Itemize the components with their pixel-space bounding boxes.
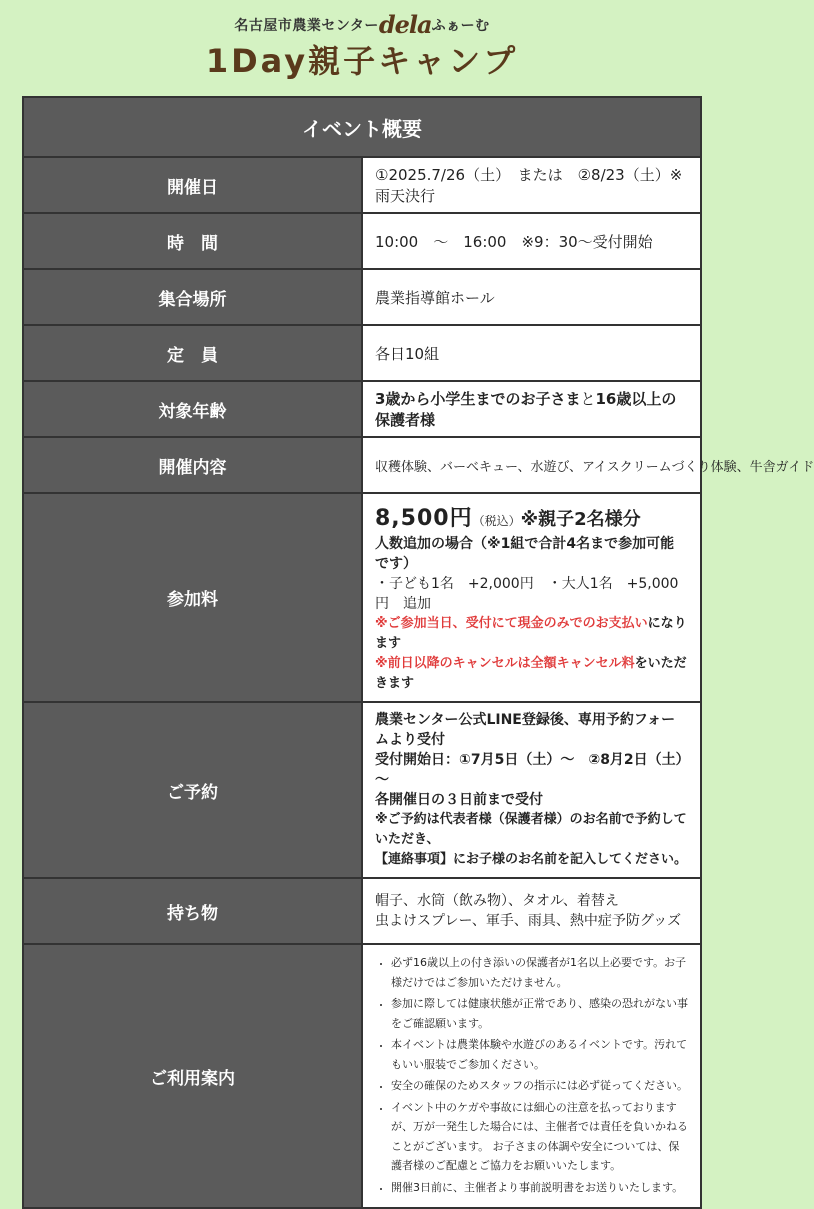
row-value: 収穫体験、バーベキュー、水遊び、アイスクリームづくり体験、牛舎ガイド: [362, 437, 701, 493]
fee-extra-prices: ・子ども1名 +2,000円 ・大人1名 +5,000円 追加: [375, 576, 679, 612]
table-row-place: [23, 269, 701, 325]
table-caption: イベント概要: [23, 97, 701, 157]
cancel-note-black: をいただきます: [375, 656, 687, 691]
row-value: [362, 878, 701, 944]
fee-cancel-note: [375, 654, 688, 694]
list-item: • 必ず16歳以上の付き添いの保護者が1名以上必要です。お子様だけではご参加いただけません。: [391, 953, 688, 992]
brand-prefix: 名古屋市農業センター: [234, 18, 379, 34]
row-value: ①2025.7/26（土） または ②8/23（土）※雨天決行: [362, 157, 701, 213]
table-row-fee: [23, 493, 701, 702]
row-value: 各日10組: [362, 325, 701, 381]
header: [0, 0, 724, 96]
row-label: ご利用案内: [23, 944, 362, 1208]
age-connector: と: [580, 390, 596, 408]
reservation-line: 各開催日の３日前まで受付: [375, 792, 543, 808]
fee-main: [375, 501, 688, 532]
brand-line: [0, 10, 724, 39]
reservation-note: ※ご予約は代表者様（保護者様）のお名前で予約していただき、: [375, 812, 687, 847]
table-row-time: [23, 213, 701, 269]
reservation-line: 受付開始日：①7月5日（土）～ ②8月2日（土）～: [375, 752, 683, 788]
list-item: • 開催3日前に、主催者より事前説明書をお送りいたします。: [391, 1178, 688, 1198]
row-label: 開催日: [23, 157, 362, 213]
fee-price: 8,500円: [375, 506, 473, 531]
table-row-capacity: [23, 325, 701, 381]
row-label: 参加料: [23, 493, 362, 702]
row-value: [362, 944, 701, 1208]
table-row-age: [23, 381, 701, 437]
table-row-date: [23, 157, 701, 213]
row-label: 定 員: [23, 325, 362, 381]
table-row-content: [23, 437, 701, 493]
fee-extra-note: 人数追加の場合（※1組で合計4名まで参加可能です）: [375, 536, 675, 572]
list-item: • イベント中のケガや事故には細心の注意を払っておりますが、万が一発生した場合には、主催者では責任を負いかねることがございます。 お子さまの体調や安全については、保護者様のご配慮とご協力をお願いいたします。: [391, 1098, 688, 1176]
page-title: 1Day親子キャンプ: [205, 42, 519, 80]
fee-tax: （税込）: [472, 514, 521, 528]
row-value: 農業指導館ホール: [362, 269, 701, 325]
row-label: ご予約: [23, 702, 362, 878]
table-row-notice: [23, 944, 701, 1208]
row-value: 10:00 ～ 16:00 ※9：30～受付開始: [362, 213, 701, 269]
row-value: [362, 381, 701, 437]
age-guardian: 16歳以上の保護者様: [375, 390, 677, 429]
row-value: [362, 493, 701, 702]
event-overview-table: [22, 96, 814, 1209]
items-line: 帽子、水筒（飲み物）、タオル、着替え: [375, 893, 619, 909]
list-item: • 本イベントは農業体験や水遊びのあるイベントです。汚れてもいい服装でご参加ください。: [391, 1035, 688, 1074]
row-label: 持ち物: [23, 878, 362, 944]
age-children: 3歳から小学生までのお子さま: [375, 390, 581, 408]
reservation-line: 農業センター公式LINE登録後、専用予約フォームより受付: [375, 712, 676, 748]
reservation-note: 【連絡事項】にお子様のお名前を記入してください。: [375, 852, 688, 867]
payment-note-black: になります: [375, 616, 687, 651]
fee-payment-note: [375, 614, 688, 654]
list-item: • 安全の確保のためスタッフの指示には必ず従ってください。: [391, 1076, 688, 1096]
fee-per: ※親子2名様分: [520, 509, 641, 530]
row-label: 集合場所: [23, 269, 362, 325]
list-item: • 参加に際しては健康状態が正常であり、感染の恐れがない事をご確認願います。: [391, 994, 688, 1033]
row-label: 時 間: [23, 213, 362, 269]
cancel-note-red: ※前日以降のキャンセルは全額キャンセル料: [375, 656, 635, 671]
row-label: 対象年齢: [23, 381, 362, 437]
table-row-reservation: [23, 702, 701, 878]
table-row-items: [23, 878, 701, 944]
row-value: [362, 702, 701, 878]
brand-suffix: ふぁーむ: [431, 18, 490, 34]
row-label: 開催内容: [23, 437, 362, 493]
items-line: 虫よけスプレー、軍手、雨具、熱中症予防グッズ: [375, 913, 682, 929]
notice-list: [373, 953, 688, 1197]
payment-note-red: ※ご参加当日、受付にて現金のみでのお支払い: [375, 616, 648, 631]
dela-logo: dela: [378, 10, 432, 39]
